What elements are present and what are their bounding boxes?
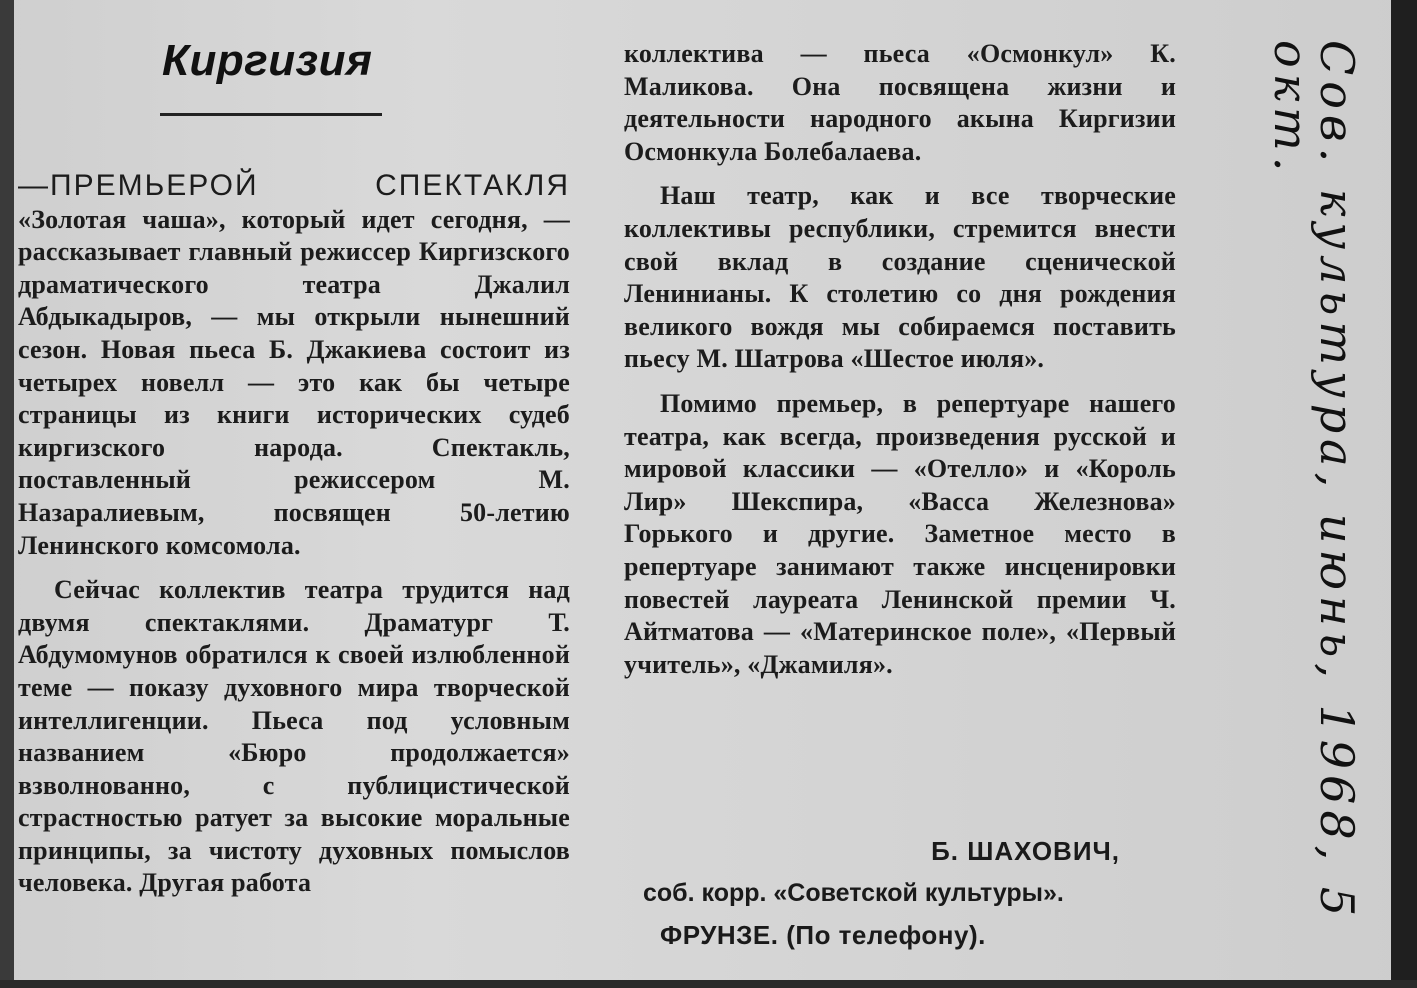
lead-dash: — <box>18 169 50 202</box>
author-role: соб. корр. «Советской культуры». <box>643 879 1064 907</box>
article-column-2 <box>624 38 1176 681</box>
article-paragraph-4 <box>624 180 1176 376</box>
lead-caps: ПРЕМЬЕРОЙ СПЕКТАКЛЯ <box>50 169 570 202</box>
paragraph-2-text: Сейчас коллектив театра трудится над двумя спектаклями. Драматург Т. Абдумомунов обратился к своей излюбленной теме — показу духовного мира творческой интеллигенции. Пьеса под условным названием «Бюро продолжается» взволнованно, с публицистической страстностью ратует за высокие моральные принципы, за чистоту духовных помыслов человека. Другая работа <box>18 575 570 898</box>
heading-underline <box>160 113 382 116</box>
article-paragraph-2 <box>18 574 570 900</box>
clipping-right-edge <box>1391 0 1417 988</box>
article-signature <box>640 830 1160 956</box>
article-column-1 <box>18 170 570 900</box>
paragraph-4-text: Наш театр, как и все творческие коллективы республики, стремится внести свой вклад в создание сценической Ленинианы. К столетию со дня рождения великого вождя мы собираемся поставить пьесу М. Шатрова «Шестое июля». <box>624 181 1176 374</box>
author-name: Б. ШАХОВИЧ, <box>931 836 1120 866</box>
dateline-place: ФРУНЗЕ. (По телефону). <box>660 920 986 950</box>
article-paragraph-3 <box>624 38 1176 168</box>
article-paragraph-1 <box>18 170 570 562</box>
handwritten-source-note: Сов. культура, июнь, 1968, 5 окт. <box>1264 40 1364 923</box>
clipping-bottom-edge <box>0 980 1417 988</box>
article-paragraph-5 <box>624 388 1176 681</box>
paragraph-1-bold: Киргизского драматического театра <box>18 237 570 299</box>
paragraph-1-text-a: «Золотая чаша», который идет сегодня, — рассказывает главный режиссер <box>18 204 570 267</box>
paragraph-5-text: Помимо премьер, в репертуаре нашего театра, как всегда, произведения русской и мировой классики — «Отелло» и «Король Лир» Шекспира, «Васса Железнова» Горького и другие. Заметное место в репертуаре занимают также инсценировки повестей лауреата Ленинской премии Ч. Айтматова — «Материнское поле», «Первый учитель», «Джамиля». <box>624 388 1176 679</box>
clipping-left-edge <box>0 0 14 988</box>
paragraph-1-text-b: Джалил Абдыкадыров, — мы открыли нынешний сезон. Новая пьеса Б. Джакиева состоит из четырех новелл — это как бы четыре страницы из книги исторических судеб киргизского народа. Спектакль, поставленный режиссером М. Назаралиевым, посвящен 50-летию Ленинского комсомола. <box>18 269 570 560</box>
article-heading: Киргизия <box>162 36 373 85</box>
paragraph-3-text: коллектива — пьеса «Осмонкул» К. Маликова. Она посвящена жизни и деятельности народного акына Киргизии Осмонкула Болебалаева. <box>624 39 1176 166</box>
